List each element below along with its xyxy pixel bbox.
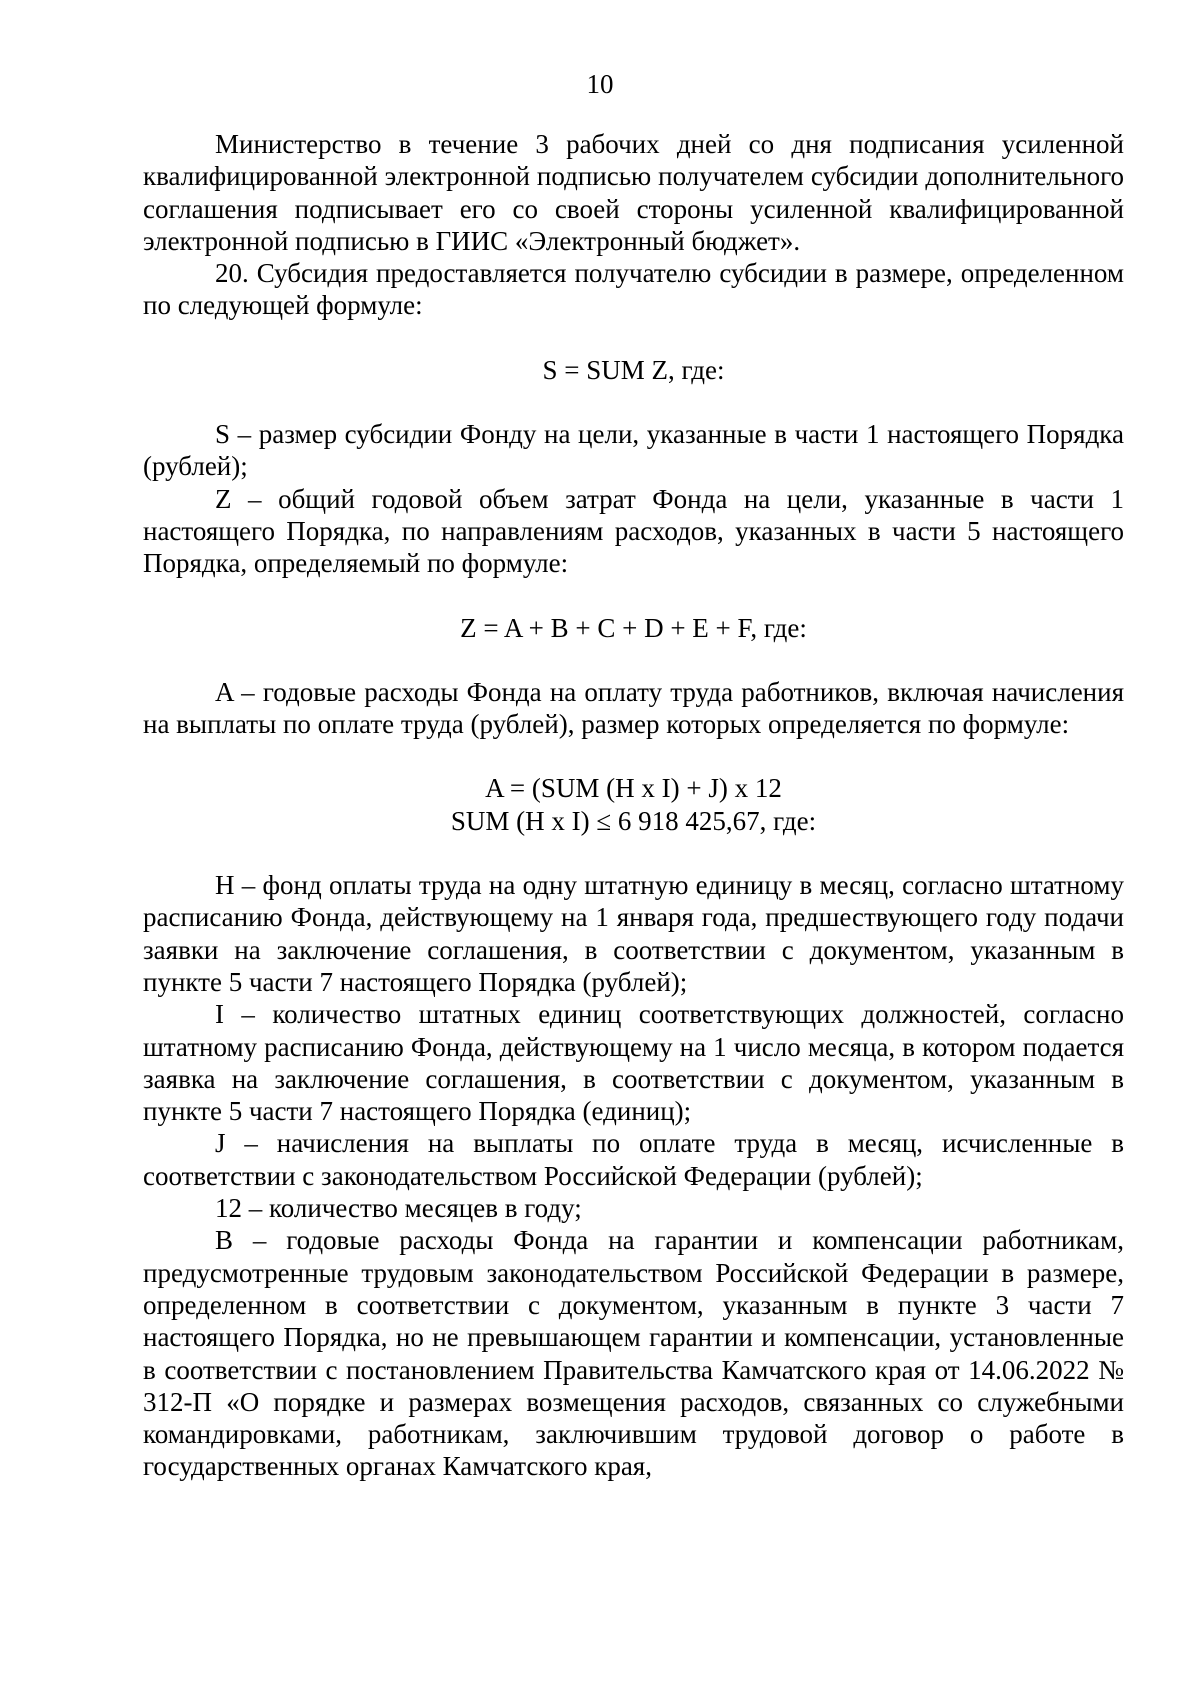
- formula-a-limit: SUM (H x I) ≤ 6 918 425,67, где:: [450, 805, 817, 836]
- definition-12: 12 – количество месяцев в году;: [215, 1193, 582, 1224]
- page-number: 10: [586, 69, 614, 99]
- formula-a: A = (SUM (H x I) + J) x 12: [485, 773, 782, 804]
- document-body: [143, 128, 1124, 1483]
- formula-z: Z = A + B + C + D + E + F, где:: [460, 612, 807, 643]
- definition-h: H – фонд оплаты труда на одну штатную единицу в месяц, согласно штатному расписанию Фонда, действующему на 1 января года, предшествующего году подачи заявки на заключение соглашения, в соответствии с документом, указанным в пункте 5 части 7 настоящего Порядка (рублей);: [143, 870, 1124, 997]
- definition-j: J – начисления на выплаты по оплате труда в месяц, исчисленные в соответствии с законодательством Российской Федерации (рублей);: [143, 1128, 1124, 1191]
- definition-z: Z – общий годовой объем затрат Фонда на цели, указанные в части 1 настоящего Порядка, по направлениям расходов, указанных в части 5 настоящего Порядка, определяемый по формуле:: [143, 483, 1124, 579]
- definition-s: S – размер субсидии Фонду на цели, указанные в части 1 настоящего Порядка (рублей);: [143, 419, 1124, 482]
- definition-b: B – годовые расходы Фонда на гарантии и компенсации работникам, предусмотренные трудовым законодательством Российской Федерации в размере, определенном в соответствии с документом, указанным в пункте 3 части 7 настоящего Порядка, но не превышающем гарантии и компенсации, установленные в соответствии с постановлением Правительства Камчатского края от 14.06.2022 № 312-П «О порядке и размерах возмещения расходов, связанных со служебными командировками, работникам, заключившим трудовой договор о работе в государственных органах Камчатского края,: [143, 1225, 1124, 1482]
- definition-a: A – годовые расходы Фонда на оплату труда работников, включая начисления на выплаты по оплате труда (рублей), размер которых определяется по формуле:: [143, 676, 1124, 740]
- formula-s: S = SUM Z, где:: [542, 354, 725, 385]
- definition-i: I – количество штатных единиц соответствующих должностей, согласно штатному расписанию Фонда, действующему на 1 число месяца, в котором подается заявка на заключение соглашения, в соответствии с документом, указанным в пункте 5 части 7 настоящего Порядка (единиц);: [143, 999, 1124, 1127]
- paragraph-20: 20. Субсидия предоставляется получателю субсидии в размере, определенном по следующей формуле:: [143, 258, 1124, 321]
- paragraph-signing: Министерство в течение 3 рабочих дней со дня подписания усиленной квалифицированной электронной подписью получателем субсидии дополнительного соглашения подписывает его со своей стороны усиленной квалифицированной электронной подписью в ГИИС «Электронный бюджет».: [143, 129, 1124, 256]
